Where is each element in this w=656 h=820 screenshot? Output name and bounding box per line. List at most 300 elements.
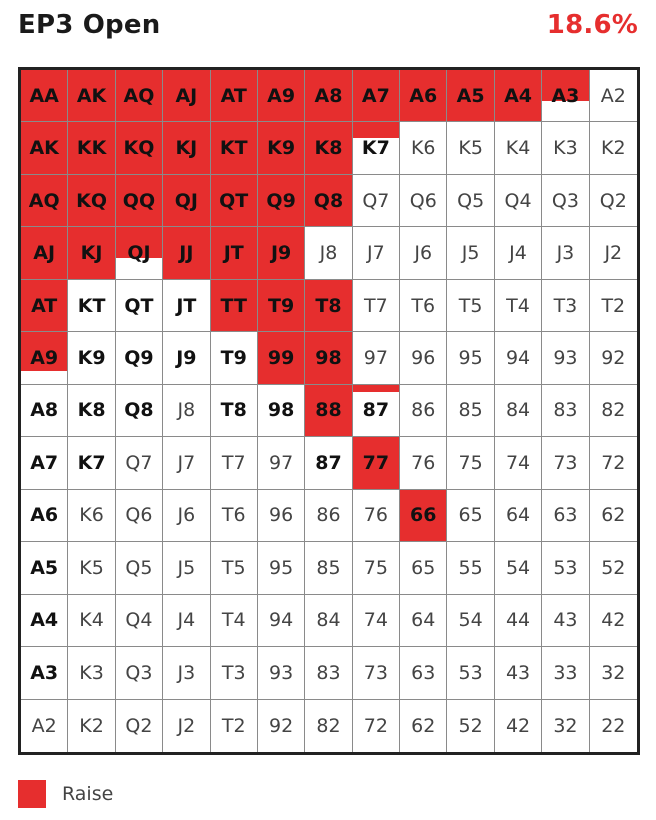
hand-label: K6 (410, 137, 436, 160)
hand-label: A6 (30, 504, 59, 527)
hand-label: A5 (456, 84, 485, 107)
hand-cell[interactable] (211, 490, 258, 542)
hand-label: AK (29, 137, 59, 160)
hand-label: KQ (76, 189, 107, 212)
hand-cell[interactable] (163, 175, 210, 227)
hand-cell[interactable] (305, 647, 352, 699)
hand-cell[interactable] (542, 227, 589, 279)
hand-cell[interactable] (400, 227, 447, 279)
hand-label: K8 (314, 137, 343, 160)
hand-label: 72 (601, 451, 626, 474)
hand-cell[interactable] (163, 332, 210, 384)
hand-label: A4 (30, 609, 59, 632)
hand-cell[interactable] (447, 595, 494, 647)
hand-cell[interactable] (495, 595, 542, 647)
hand-label: J2 (177, 714, 196, 737)
hand-label: 32 (601, 661, 626, 684)
hand-cell[interactable] (163, 595, 210, 647)
hand-label: T5 (458, 294, 483, 317)
hand-cell[interactable] (400, 542, 447, 594)
hand-label: 85 (458, 399, 483, 422)
hand-cell[interactable] (447, 490, 494, 542)
hand-cell[interactable] (542, 595, 589, 647)
hand-cell[interactable] (211, 332, 258, 384)
hand-cell[interactable] (447, 385, 494, 437)
hand-label: 86 (411, 399, 436, 422)
hand-cell[interactable] (21, 647, 68, 699)
hand-label: QJ (174, 189, 198, 212)
hand-cell[interactable] (116, 647, 163, 699)
hand-cell[interactable] (353, 332, 400, 384)
hand-cell[interactable] (590, 280, 637, 332)
hand-cell[interactable] (353, 175, 400, 227)
hand-label: 95 (458, 347, 483, 370)
hand-cell[interactable] (447, 437, 494, 489)
hand-label: T8 (220, 399, 247, 422)
hand-label: J5 (461, 242, 480, 265)
hand-label: 74 (505, 451, 531, 474)
hand-cell[interactable] (542, 70, 589, 122)
hand-label: K5 (458, 137, 483, 160)
hand-cell[interactable] (542, 122, 589, 174)
hand-label: 42 (601, 609, 626, 632)
hand-cell[interactable] (258, 490, 305, 542)
hand-cell[interactable] (116, 700, 163, 752)
hand-cell[interactable] (542, 542, 589, 594)
hand-cell[interactable] (68, 490, 115, 542)
hand-cell[interactable] (68, 122, 115, 174)
hand-cell[interactable] (211, 280, 258, 332)
hand-label: AK (76, 84, 107, 107)
hand-label: 87 (315, 451, 342, 474)
hand-cell[interactable] (305, 595, 352, 647)
hand-label: KJ (175, 137, 198, 160)
hand-cell[interactable] (447, 542, 494, 594)
hand-label: 76 (411, 451, 436, 474)
hand-cell[interactable] (21, 175, 68, 227)
hand-cell[interactable] (400, 437, 447, 489)
hand-cell[interactable] (495, 175, 542, 227)
hand-cell[interactable] (68, 70, 115, 122)
legend-label-raise: Raise (62, 783, 114, 805)
hand-label: 55 (458, 556, 483, 579)
hand-label: 74 (363, 609, 388, 632)
hand-label: 62 (411, 714, 436, 737)
hand-label: Q6 (409, 189, 437, 212)
hand-cell[interactable] (305, 700, 352, 752)
hand-label: 75 (363, 556, 388, 579)
hand-label: Q5 (125, 556, 153, 579)
hand-cell[interactable] (447, 227, 494, 279)
hand-cell[interactable] (305, 542, 352, 594)
hand-label: 77 (362, 451, 390, 474)
hand-label: K9 (267, 137, 296, 160)
hand-cell[interactable] (116, 595, 163, 647)
hand-cell[interactable] (542, 700, 589, 752)
hand-cell[interactable] (68, 175, 115, 227)
hand-cell[interactable] (542, 437, 589, 489)
hand-label: 82 (601, 399, 626, 422)
hand-label: J2 (604, 242, 623, 265)
hand-cell[interactable] (21, 490, 68, 542)
legend (18, 780, 113, 808)
hand-label: 32 (553, 714, 578, 737)
hand-cell[interactable] (353, 490, 400, 542)
hand-cell[interactable] (211, 70, 258, 122)
hand-cell[interactable] (495, 122, 542, 174)
hand-label: 22 (601, 714, 626, 737)
hand-cell[interactable] (258, 122, 305, 174)
hand-cell[interactable] (68, 437, 115, 489)
hand-label: A3 (551, 84, 580, 107)
hand-cell[interactable] (400, 70, 447, 122)
hand-label: 52 (458, 714, 483, 737)
hand-cell[interactable] (590, 122, 637, 174)
hand-label: 94 (269, 609, 294, 632)
hand-label: K7 (77, 451, 106, 474)
hand-label: 66 (410, 504, 437, 527)
hand-cell[interactable] (590, 227, 637, 279)
hand-cell[interactable] (305, 490, 352, 542)
hand-label: T3 (221, 661, 246, 684)
hand-cell[interactable] (163, 227, 210, 279)
hand-cell[interactable] (400, 122, 447, 174)
hand-cell[interactable] (116, 542, 163, 594)
hand-label: 96 (411, 347, 436, 370)
hand-cell[interactable] (116, 227, 163, 279)
hand-label: A3 (30, 661, 59, 684)
hand-label: J3 (556, 242, 575, 265)
hand-cell[interactable] (495, 332, 542, 384)
hand-label: JJ (179, 242, 194, 265)
hand-cell[interactable] (542, 175, 589, 227)
hand-label: 92 (601, 347, 626, 370)
hand-cell[interactable] (495, 490, 542, 542)
hand-cell[interactable] (116, 332, 163, 384)
hand-cell[interactable] (305, 122, 352, 174)
hand-label: J6 (414, 242, 433, 265)
hand-cell[interactable] (116, 385, 163, 437)
hand-label: Q2 (125, 714, 153, 737)
hand-cell[interactable] (542, 647, 589, 699)
hand-cell[interactable] (400, 700, 447, 752)
hand-cell[interactable] (400, 595, 447, 647)
hand-cell[interactable] (68, 595, 115, 647)
hand-label: A8 (30, 399, 59, 422)
hand-cell[interactable] (21, 385, 68, 437)
hand-cell[interactable] (211, 227, 258, 279)
hand-cell[interactable] (163, 280, 210, 332)
hand-cell[interactable] (590, 700, 637, 752)
hand-label: AQ (28, 189, 60, 212)
hand-label: 83 (553, 399, 578, 422)
hand-cell[interactable] (211, 437, 258, 489)
hand-cell[interactable] (495, 227, 542, 279)
hand-label: 43 (553, 609, 578, 632)
hand-cell[interactable] (68, 385, 115, 437)
hand-label: 54 (458, 609, 483, 632)
hand-cell[interactable] (447, 122, 494, 174)
hand-label: 93 (553, 347, 578, 370)
hand-label: 98 (267, 399, 295, 422)
hand-cell[interactable] (258, 70, 305, 122)
hand-cell[interactable] (163, 385, 210, 437)
hand-label: 53 (553, 556, 578, 579)
hand-cell[interactable] (353, 700, 400, 752)
hand-label: 96 (269, 504, 294, 527)
hand-label: K5 (79, 556, 104, 579)
hand-label: 64 (505, 504, 531, 527)
hand-label: T6 (411, 294, 436, 317)
hand-cell[interactable] (447, 700, 494, 752)
hand-label: KQ (123, 137, 155, 160)
hand-cell[interactable] (68, 700, 115, 752)
hand-label: 65 (458, 504, 483, 527)
hand-cell[interactable] (542, 332, 589, 384)
hand-cell[interactable] (163, 647, 210, 699)
hand-label: K2 (601, 137, 626, 160)
hand-cell[interactable] (116, 70, 163, 122)
hand-label: Q3 (551, 189, 579, 212)
hand-label: 84 (505, 399, 531, 422)
hand-label: 53 (458, 661, 483, 684)
hand-label: 97 (269, 451, 294, 474)
hand-cell[interactable] (542, 385, 589, 437)
hand-cell[interactable] (116, 175, 163, 227)
hand-label: K4 (79, 609, 104, 632)
hand-cell[interactable] (211, 175, 258, 227)
hand-cell[interactable] (258, 280, 305, 332)
hand-range-grid (21, 70, 637, 752)
hand-cell[interactable] (21, 122, 68, 174)
hand-cell[interactable] (21, 437, 68, 489)
hand-cell[interactable] (21, 280, 68, 332)
hand-cell[interactable] (590, 437, 637, 489)
hand-label: T2 (221, 714, 246, 737)
hand-cell[interactable] (353, 122, 400, 174)
hand-cell[interactable] (258, 175, 305, 227)
hand-cell[interactable] (353, 437, 400, 489)
hand-cell[interactable] (68, 280, 115, 332)
hand-label: A2 (31, 714, 57, 737)
hand-label: T4 (221, 609, 246, 632)
hand-cell[interactable] (353, 70, 400, 122)
hand-cell[interactable] (590, 70, 637, 122)
hand-cell[interactable] (400, 280, 447, 332)
hand-label: 44 (505, 609, 531, 632)
hand-cell[interactable] (305, 385, 352, 437)
hand-cell[interactable] (495, 700, 542, 752)
hand-cell[interactable] (68, 227, 115, 279)
hand-cell[interactable] (353, 227, 400, 279)
hand-label: T6 (221, 504, 246, 527)
hand-cell[interactable] (305, 332, 352, 384)
hand-cell[interactable] (258, 227, 305, 279)
hand-label: KT (219, 137, 248, 160)
hand-cell[interactable] (21, 227, 68, 279)
hand-label: T5 (221, 556, 246, 579)
hand-cell[interactable] (211, 122, 258, 174)
hand-cell[interactable] (258, 647, 305, 699)
hand-cell[interactable] (495, 647, 542, 699)
hand-label: 73 (363, 661, 388, 684)
hand-label: J5 (177, 556, 196, 579)
hand-cell[interactable] (211, 595, 258, 647)
hand-cell[interactable] (163, 700, 210, 752)
hand-label: K3 (79, 661, 104, 684)
hand-cell[interactable] (116, 437, 163, 489)
hand-cell[interactable] (258, 385, 305, 437)
hand-cell[interactable] (590, 542, 637, 594)
hand-cell[interactable] (211, 647, 258, 699)
hand-label: T3 (553, 294, 578, 317)
hand-cell[interactable] (116, 122, 163, 174)
hand-label: 83 (316, 661, 341, 684)
hand-label: T7 (221, 451, 246, 474)
hand-label: 85 (316, 556, 341, 579)
hand-label: 94 (505, 347, 531, 370)
hand-label: QT (219, 189, 249, 212)
hand-cell[interactable] (353, 385, 400, 437)
hand-label: K7 (361, 137, 390, 160)
hand-cell[interactable] (116, 280, 163, 332)
hand-label: 42 (505, 714, 531, 737)
hand-label: T2 (601, 294, 626, 317)
hand-label: QJ (127, 242, 151, 265)
hand-label: 97 (363, 347, 388, 370)
hand-cell[interactable] (305, 437, 352, 489)
hand-label: 65 (411, 556, 436, 579)
hand-label: 86 (316, 504, 341, 527)
hand-cell[interactable] (495, 385, 542, 437)
hand-cell[interactable] (258, 542, 305, 594)
hand-label: A5 (30, 556, 59, 579)
hand-cell[interactable] (447, 332, 494, 384)
hand-cell[interactable] (258, 332, 305, 384)
hand-cell[interactable] (163, 542, 210, 594)
hand-cell[interactable] (495, 280, 542, 332)
hand-label: T7 (364, 294, 388, 317)
hand-label: 75 (458, 451, 483, 474)
hand-cell[interactable] (400, 490, 447, 542)
hand-cell[interactable] (447, 70, 494, 122)
hand-cell[interactable] (211, 542, 258, 594)
hand-cell[interactable] (305, 70, 352, 122)
hand-label: J8 (319, 242, 338, 265)
hand-cell[interactable] (116, 490, 163, 542)
hand-cell[interactable] (400, 175, 447, 227)
hand-cell[interactable] (305, 175, 352, 227)
hand-cell[interactable] (305, 280, 352, 332)
hand-cell[interactable] (163, 437, 210, 489)
hand-cell[interactable] (21, 595, 68, 647)
hand-cell[interactable] (353, 280, 400, 332)
hand-label: QQ (122, 189, 156, 212)
hand-cell[interactable] (590, 595, 637, 647)
hand-cell[interactable] (542, 280, 589, 332)
hand-cell[interactable] (495, 70, 542, 122)
hand-label: T4 (506, 294, 530, 317)
hand-cell[interactable] (211, 385, 258, 437)
hand-label: T8 (315, 294, 342, 317)
hand-cell[interactable] (305, 227, 352, 279)
legend-swatch-raise (18, 780, 46, 808)
hand-label: Q9 (266, 189, 296, 212)
hand-label: Q8 (313, 189, 344, 212)
hand-label: 64 (411, 609, 436, 632)
hand-cell[interactable] (353, 647, 400, 699)
hand-cell[interactable] (400, 332, 447, 384)
hand-label: 84 (316, 609, 341, 632)
hand-cell[interactable] (21, 542, 68, 594)
hand-range-grid-frame (18, 67, 640, 755)
hand-label: K2 (79, 714, 104, 737)
hand-label: 98 (315, 347, 342, 370)
hand-cell[interactable] (258, 595, 305, 647)
hand-cell[interactable] (21, 332, 68, 384)
hand-cell[interactable] (542, 490, 589, 542)
hand-label: K8 (77, 399, 106, 422)
hand-cell[interactable] (163, 122, 210, 174)
hand-label: J7 (367, 242, 385, 265)
hand-cell[interactable] (590, 490, 637, 542)
hand-label: AT (220, 84, 247, 107)
hand-cell[interactable] (590, 647, 637, 699)
hand-cell[interactable] (447, 175, 494, 227)
hand-cell[interactable] (447, 280, 494, 332)
hand-cell[interactable] (447, 647, 494, 699)
hand-cell[interactable] (68, 647, 115, 699)
hand-label: KJ (80, 242, 103, 265)
hand-label: KT (77, 294, 106, 317)
hand-label: Q5 (457, 189, 485, 212)
hand-cell[interactable] (21, 700, 68, 752)
hand-cell[interactable] (590, 175, 637, 227)
hand-cell[interactable] (258, 437, 305, 489)
hand-cell[interactable] (495, 542, 542, 594)
hand-cell[interactable] (163, 70, 210, 122)
hand-cell[interactable] (163, 490, 210, 542)
hand-label: 73 (553, 451, 578, 474)
hand-label: J8 (177, 399, 196, 422)
hand-label: A2 (600, 84, 626, 107)
hand-label: 33 (553, 661, 578, 684)
hand-label: 62 (601, 504, 626, 527)
hand-label: J3 (177, 661, 196, 684)
hand-label: QT (124, 294, 154, 317)
hand-label: T9 (220, 347, 247, 370)
hand-cell[interactable] (68, 332, 115, 384)
hand-cell[interactable] (495, 437, 542, 489)
hand-label: 43 (505, 661, 531, 684)
hand-label: 93 (269, 661, 294, 684)
hand-cell[interactable] (590, 385, 637, 437)
hand-cell[interactable] (353, 542, 400, 594)
hand-cell[interactable] (590, 332, 637, 384)
hand-cell[interactable] (400, 647, 447, 699)
hand-cell[interactable] (21, 70, 68, 122)
hand-cell[interactable] (353, 595, 400, 647)
hand-label: K6 (79, 504, 104, 527)
hand-label: AQ (123, 84, 155, 107)
hand-cell[interactable] (258, 700, 305, 752)
hand-cell[interactable] (211, 700, 258, 752)
hand-label: Q2 (599, 189, 627, 212)
hand-label: J9 (176, 347, 197, 370)
hand-cell[interactable] (400, 385, 447, 437)
hand-cell[interactable] (68, 542, 115, 594)
hand-label: 52 (601, 556, 626, 579)
